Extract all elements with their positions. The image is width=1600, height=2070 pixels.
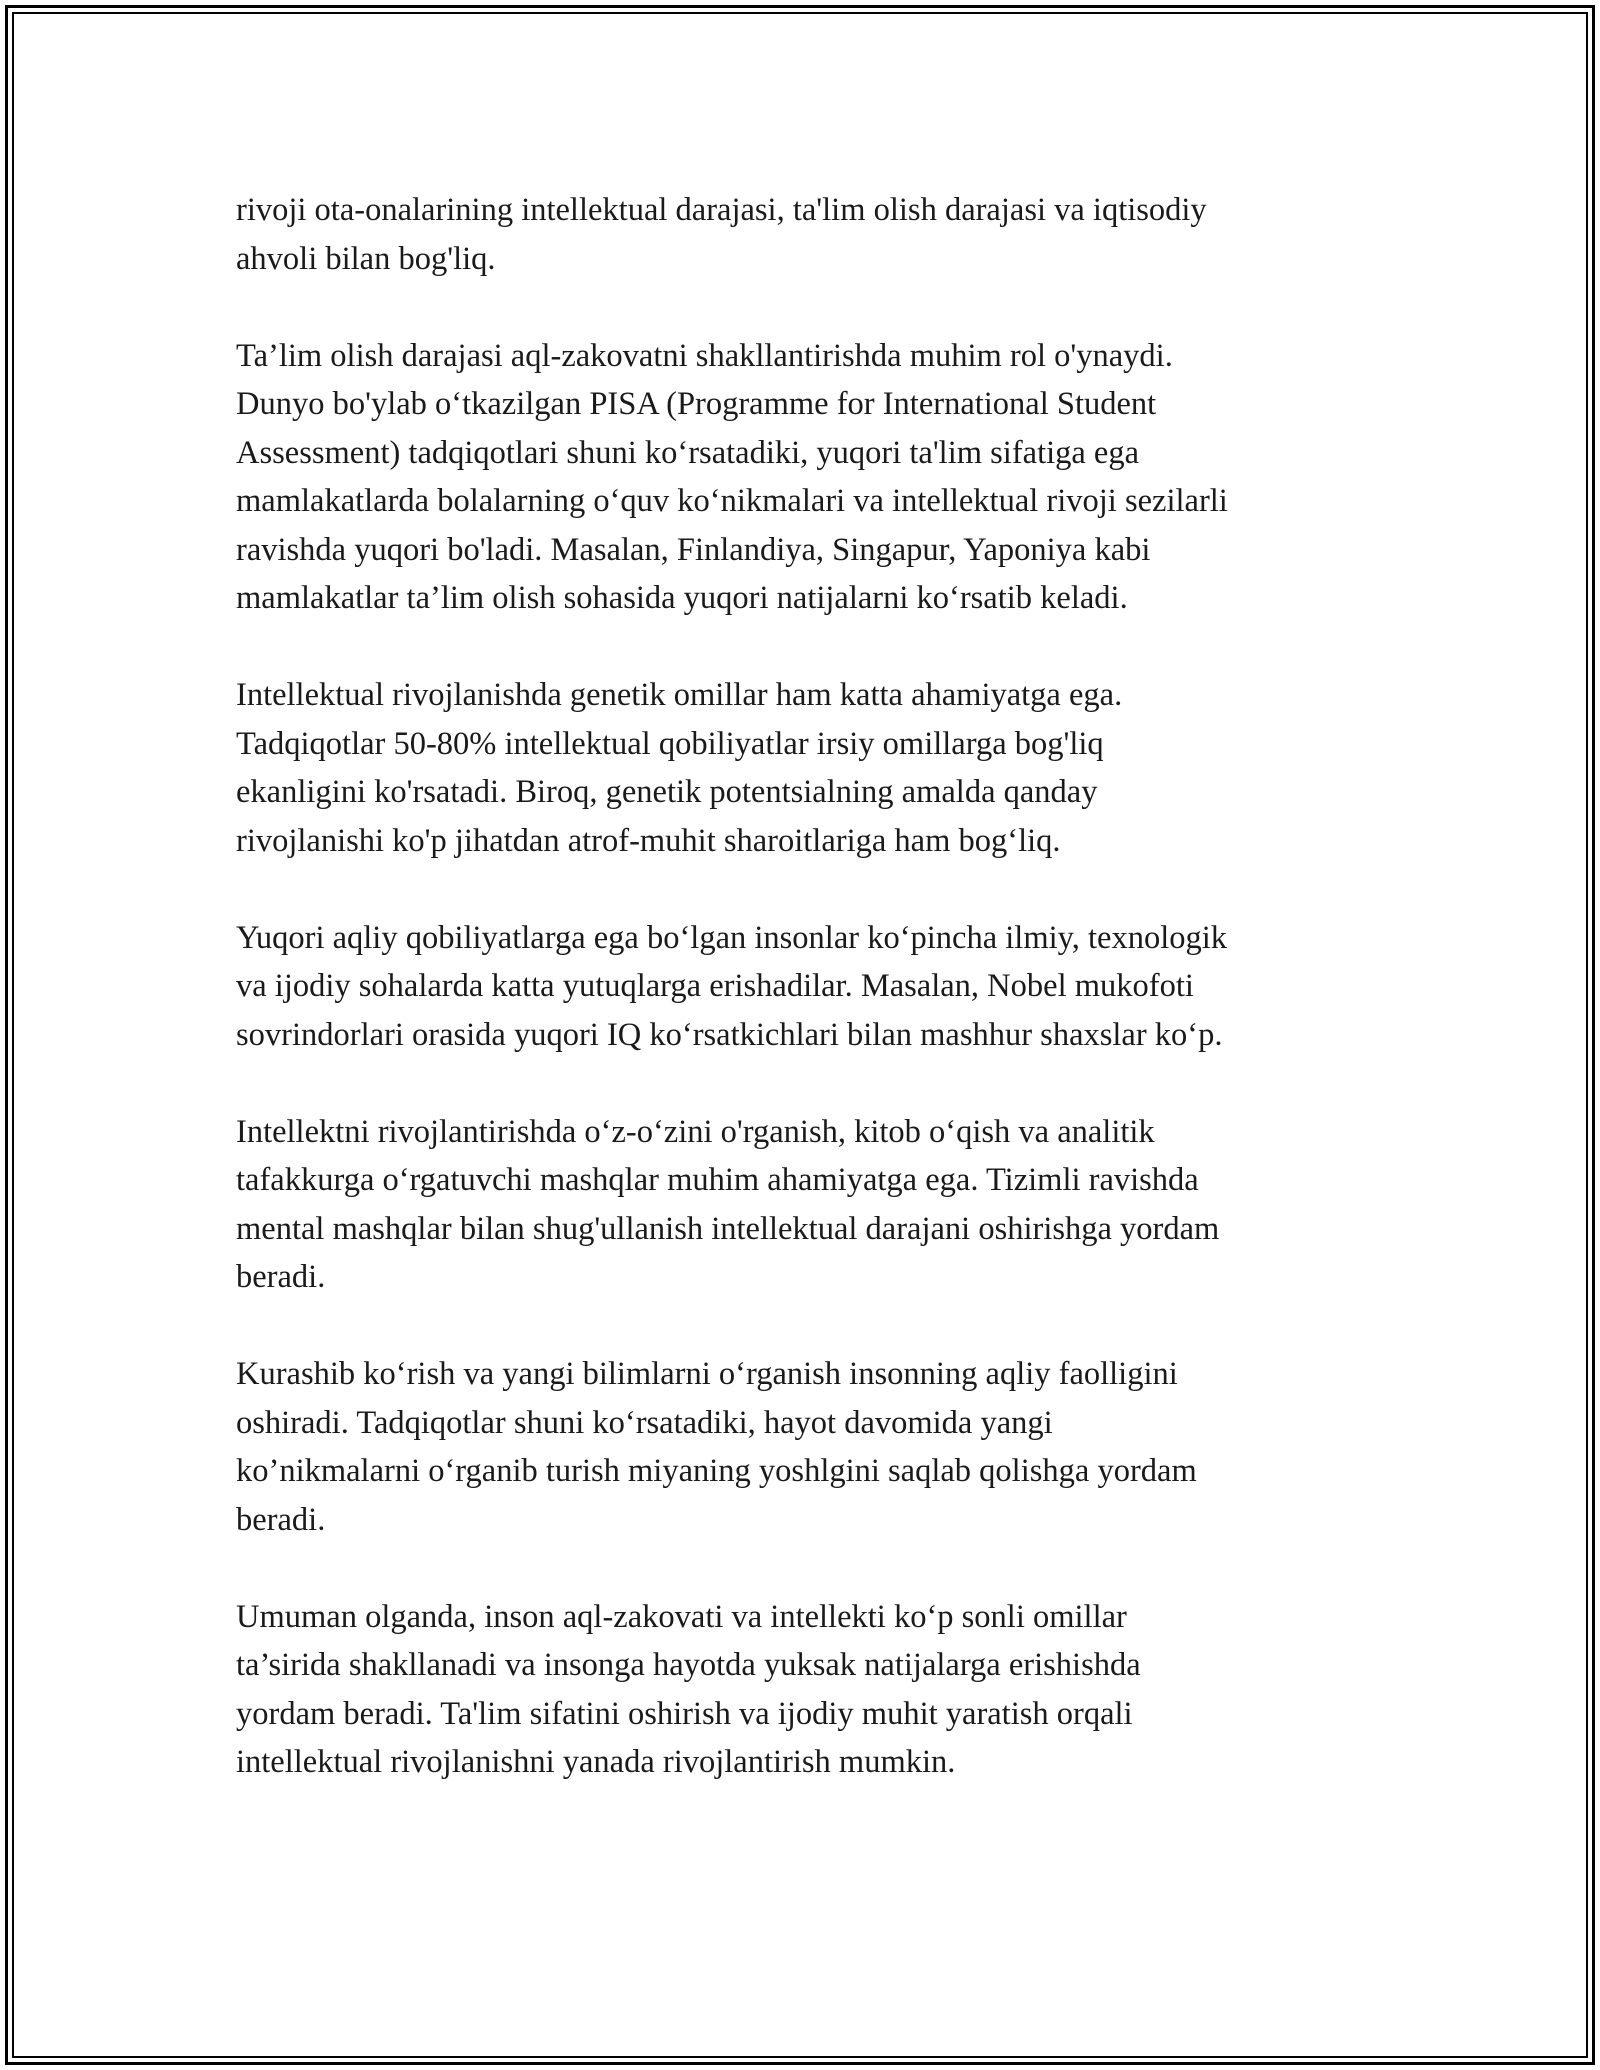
document-body <box>236 186 1376 1835</box>
paragraph-3: Intellektual rivojlanishda genetik omillar ham katta ahamiyatga ega. Tadqiqotlar 50-80% intellektual qobiliyatlar irsiy omillarga bog'liq ekanligini ko'rsatadi. Biroq, genetik potentsialning amalda qanday rivojlanishi ko'p jihatdan atrof-muhit sharoitlariga ham bog‘liq. <box>236 677 1123 859</box>
paragraph-4: Yuqori aqliy qobiliyatlarga ega bo‘lgan insonlar ko‘pincha ilmiy, texnologik va ijodiy sohalarda katta yutuqlarga erishadilar. Masalan, Nobel mukofoti sovrindorlari orasida yuqori IQ ko‘rsatkichlari bilan mashhur shaxslar ko‘p. <box>236 919 1228 1053</box>
paragraph-2: Ta’lim olish darajasi aql-zakovatni shakllantirishda muhim rol o'ynaydi. Dunyo bo'ylab o‘tkazilgan PISA (Programme for International Student Assessment) tadqiqotlari shuni ko‘rsatadiki, yuqori ta'lim sifatiga ega mamlakatlarda bolalarning o‘quv ko‘nikmalari va intellektual rivoji sezilarli ravishda yuqori bo'ladi. Masalan, Finlandiya, Singapur, Yaponiya kabi mamlakatlar ta’lim olish sohasida yuqori natijalarni ko‘rsatib keladi. <box>236 337 1228 616</box>
paragraph-6: Kurashib ko‘rish va yangi bilimlarni o‘rganish insonning aqliy faolligini oshiradi. Tadqiqotlar shuni ko‘rsatadiki, hayot davomida yangi ko’nikmalarni o‘rganib turish miyaning yoshlgini saqlab qolishga yordam beradi. <box>236 1356 1197 1538</box>
paragraph-5: Intellektni rivojlantirishda o‘z-o‘zini o'rganish, kitob o‘qish va analitik tafakkurga o‘rgatuvchi mashqlar muhim ahamiyatga ega. Tizimli ravishda mental mashqlar bilan shug'ullanish intellektual darajani oshirishga yordam beradi. <box>236 1113 1220 1295</box>
paragraph-1: rivoji ota-onalarining intellektual darajasi, ta'lim olish darajasi va iqtisodiy ahvoli bilan bog'liq. <box>236 192 1207 277</box>
paragraph-7: Umuman olganda, inson aql-zakovati va intellekti ko‘p sonli omillar ta’sirida shakllanadi va insonga hayotda yuksak natijalarga erishishda yordam beradi. Ta'lim sifatini oshirish va ijodiy muhit yaratish orqali intellektual rivojlanishni yanada rivojlantirish mumkin. <box>236 1598 1141 1780</box>
